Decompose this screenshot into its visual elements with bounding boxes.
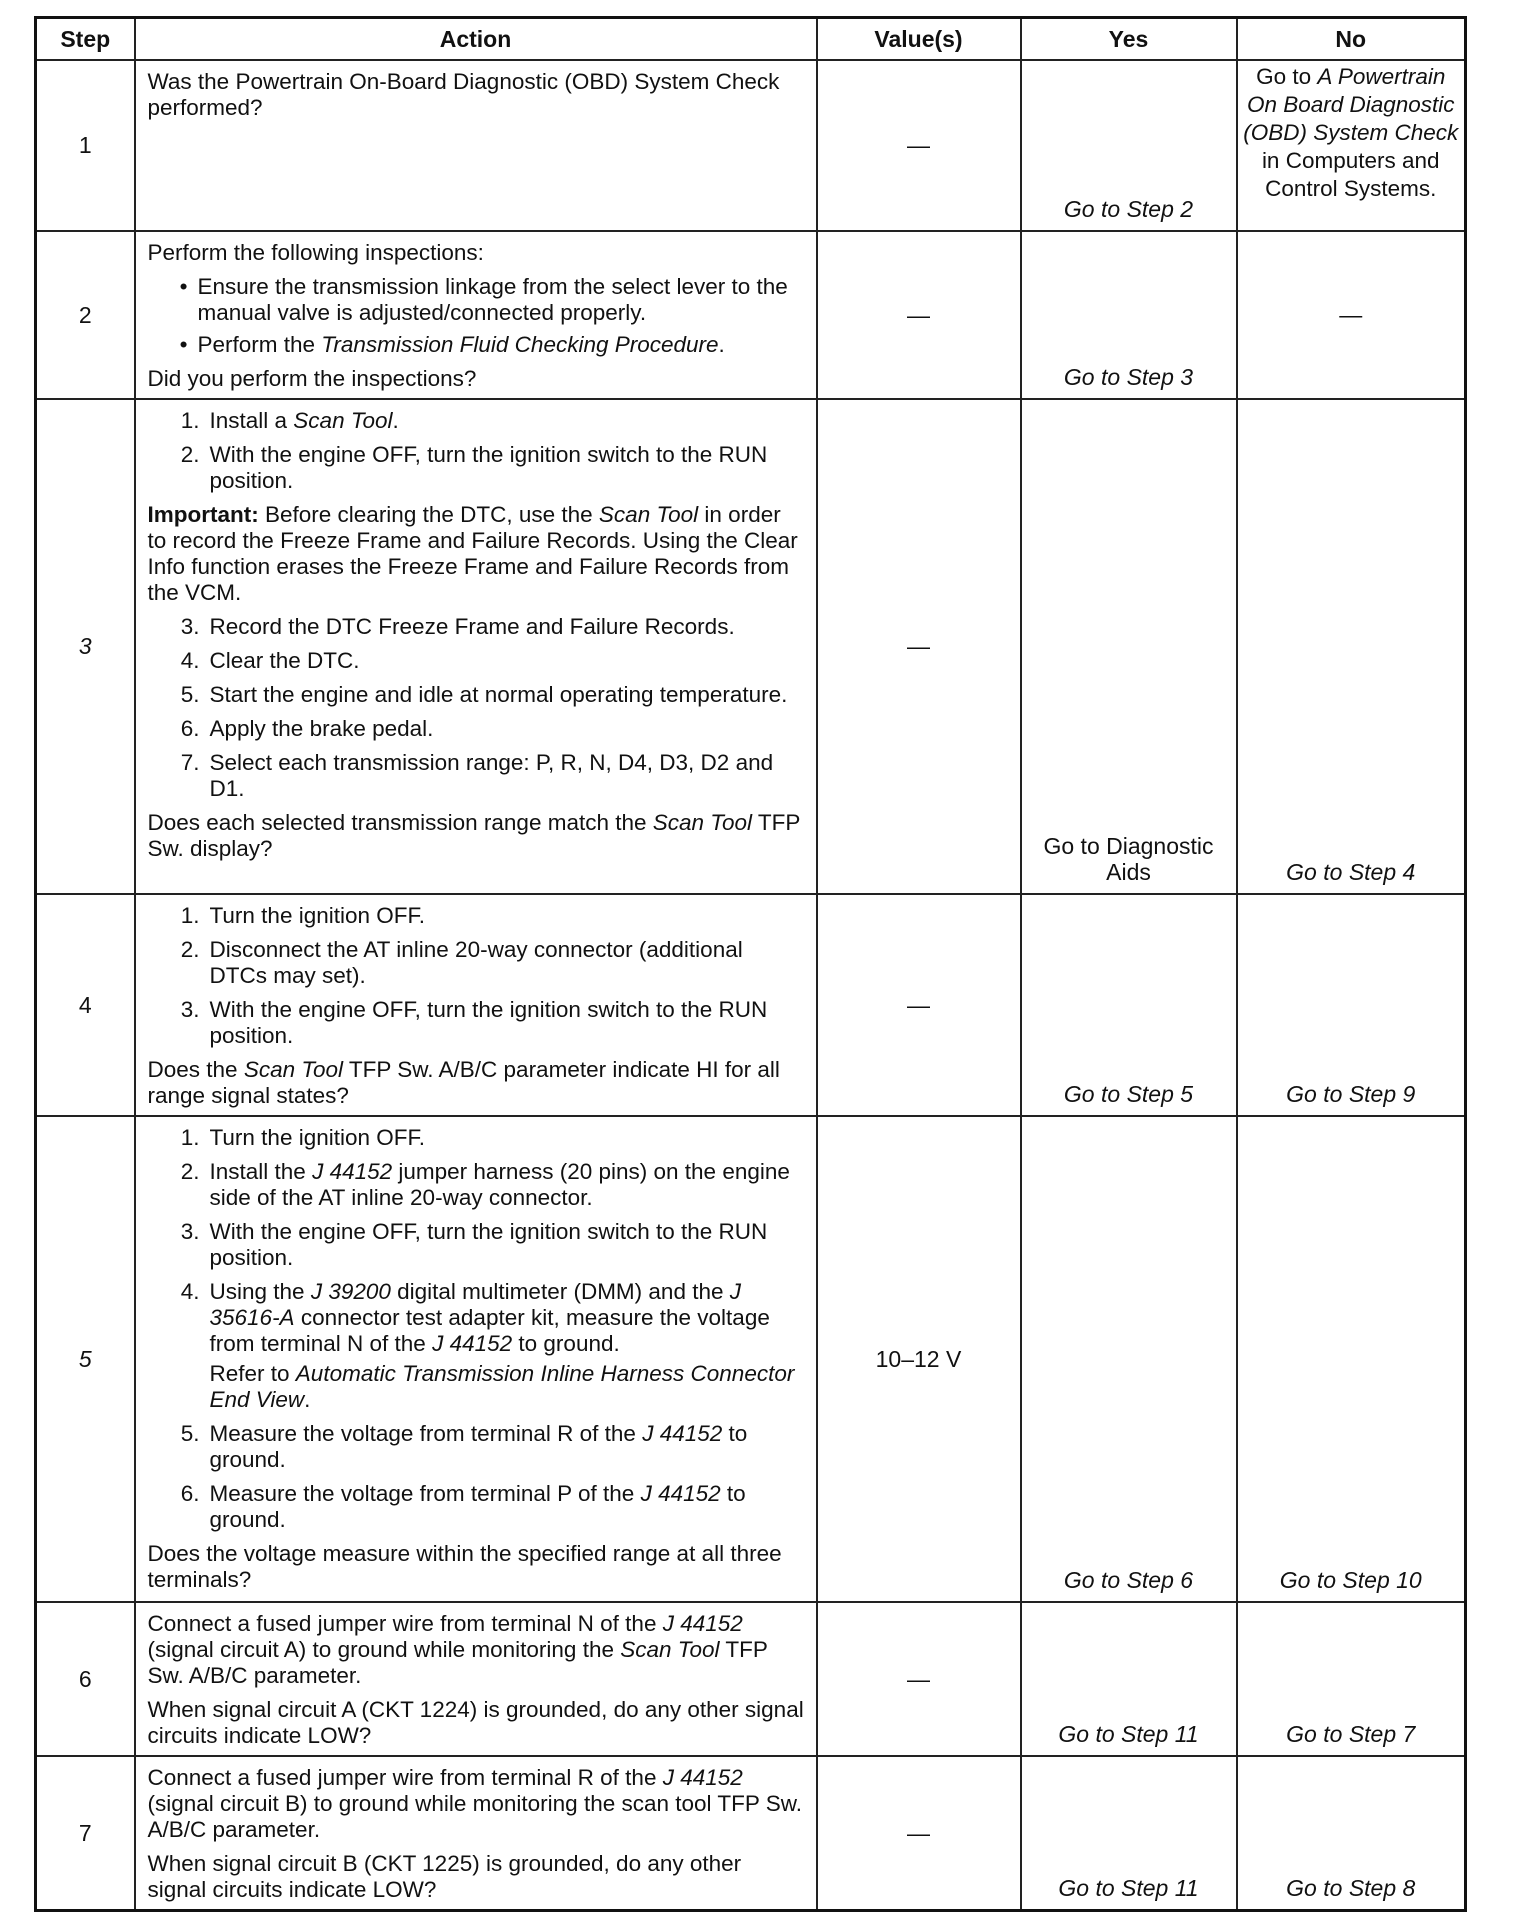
list-item-text: Clear the DTC. <box>209 648 360 673</box>
tool-link[interactable]: J 44152 <box>662 1765 743 1790</box>
no-link[interactable]: Go to Step 7 <box>1286 1721 1416 1747</box>
text-span: Install a <box>209 408 294 433</box>
step-index: 2. <box>180 937 200 962</box>
step-index: 2. <box>180 442 200 467</box>
header-row <box>36 18 1466 61</box>
text-span: Connect a fused jumper wire from terminal R of the <box>147 1765 663 1790</box>
text-span: Does the <box>147 1057 244 1082</box>
no-text: in <box>1261 148 1286 173</box>
procedure-steps <box>148 614 806 802</box>
list-item-text <box>198 332 806 358</box>
list-item-text <box>210 408 806 434</box>
tool-link[interactable]: Scan Tool <box>620 1637 720 1662</box>
value-cell: — <box>817 231 1021 399</box>
step-index: 5. <box>180 682 200 707</box>
value-cell: — <box>817 1602 1021 1756</box>
text-span: Measure the voltage from terminal P of the <box>209 1481 641 1506</box>
action-instruction <box>148 1765 806 1843</box>
table-row <box>36 1602 1466 1756</box>
list-item-text <box>210 1421 806 1473</box>
tool-link[interactable]: J 35616-A <box>209 1279 741 1330</box>
step-number: 4 <box>36 894 135 1116</box>
list-item <box>148 1481 806 1533</box>
list-item-text: Select each transmission range: P, R, N, D4, D3, D2 and D1. <box>209 750 774 801</box>
tool-link[interactable]: J 44152 <box>312 1159 393 1184</box>
action-cell <box>135 399 817 894</box>
table-row <box>36 1756 1466 1911</box>
text-span: Install the <box>209 1159 313 1184</box>
no-cell <box>1237 1756 1466 1911</box>
no-text: Computers and Control Systems. <box>1265 148 1440 201</box>
yes-link[interactable]: Go to Step 5 <box>1063 1081 1194 1107</box>
action-cell <box>135 1756 817 1911</box>
action-intro: Perform the following inspections: <box>147 240 484 265</box>
list-item <box>148 1421 806 1473</box>
list-item <box>148 1125 806 1151</box>
text-span: Measure the voltage from terminal R of the <box>209 1421 643 1446</box>
tool-link[interactable]: J 39200 <box>310 1279 391 1304</box>
action-cell <box>135 60 817 231</box>
text-span: (signal circuit A) to ground while monitoring the <box>147 1637 621 1662</box>
yes-cell <box>1021 1602 1237 1756</box>
value-cell: — <box>817 60 1021 231</box>
text-span: . <box>718 332 725 357</box>
action-question <box>148 810 806 862</box>
procedure-steps <box>148 408 806 494</box>
text-span: digital multimeter (DMM) and the <box>390 1279 730 1304</box>
header-action: Action <box>135 18 817 61</box>
yes-cell <box>1021 1116 1237 1602</box>
list-item-text <box>210 1279 806 1413</box>
tool-link[interactable]: Scan Tool <box>652 810 753 835</box>
no-link-title[interactable]: A Powertrain On Board Diagnostic (OBD) System Check <box>1243 64 1459 145</box>
diagnostic-table-page <box>34 16 1467 1912</box>
no-link[interactable]: Go to Step 10 <box>1279 1567 1422 1593</box>
list-item-text <box>210 1481 806 1533</box>
table-row <box>36 399 1466 894</box>
procedure-link[interactable]: Transmission Fluid Checking Procedure <box>321 332 719 357</box>
action-question: Was the Powertrain On-Board Diagnostic (OBD) System Check performed? <box>147 69 780 120</box>
action-cell <box>135 231 817 399</box>
text-span: . <box>304 1387 311 1412</box>
list-item-text: With the engine OFF, turn the ignition switch to the RUN position. <box>209 442 768 493</box>
step-number: 1 <box>36 60 135 231</box>
header-no: No <box>1237 18 1466 61</box>
list-item <box>148 1219 806 1271</box>
list-item <box>148 997 806 1049</box>
table-row <box>36 1116 1466 1602</box>
step-index: 1. <box>180 408 200 433</box>
list-item-text: With the engine OFF, turn the ignition switch to the RUN position. <box>209 1219 768 1270</box>
text-span: Perform the <box>197 332 322 357</box>
tool-link[interactable]: Scan Tool <box>598 502 699 527</box>
text-span: Connect a fused jumper wire from terminal N of the <box>147 1611 663 1636</box>
table-row <box>36 231 1466 399</box>
text-span: Does each selected transmission range match the <box>147 810 653 835</box>
list-item <box>148 614 806 640</box>
text-span: . <box>392 408 399 433</box>
step-number: 7 <box>36 1756 135 1911</box>
important-label: Important: <box>147 502 259 527</box>
step-index: 3. <box>180 614 200 639</box>
list-item <box>148 442 806 494</box>
text-span: (signal circuit B) to ground while monitoring the scan tool TFP Sw. A/B/C parameter. <box>147 1791 802 1842</box>
yes-cell <box>1021 399 1237 894</box>
action-cell <box>135 1116 817 1602</box>
yes-link[interactable]: Go to Diagnostic Aids <box>1043 833 1214 885</box>
list-item <box>148 648 806 674</box>
list-item-text <box>210 1159 806 1211</box>
header-step: Step <box>36 18 135 61</box>
step-index: 6. <box>180 716 200 741</box>
tool-link[interactable]: Scan Tool <box>243 1057 344 1082</box>
text-span: Refer to <box>209 1361 296 1386</box>
procedure-steps <box>148 903 806 1049</box>
no-text: Go to <box>1256 64 1318 89</box>
value-cell: 10–12 V <box>817 1116 1021 1602</box>
value-cell: — <box>817 399 1021 894</box>
tool-link[interactable]: J 44152 <box>432 1331 513 1356</box>
list-item <box>148 1159 806 1211</box>
reference-note <box>210 1361 806 1413</box>
text-span: TFP Sw. A/B/C parameter. <box>147 1637 768 1688</box>
text-span: jumper harness (20 pins) on the engine side of the AT inline 20-way connector. <box>209 1159 790 1210</box>
no-link[interactable]: Go to Step 9 <box>1286 1081 1416 1107</box>
yes-cell <box>1021 60 1237 231</box>
list-item <box>148 750 806 802</box>
yes-link[interactable]: Go to Step 11 <box>1058 1875 1199 1901</box>
list-item <box>148 1279 806 1413</box>
list-item-text: With the engine OFF, turn the ignition switch to the RUN position. <box>209 997 768 1048</box>
step-index: 3. <box>180 997 200 1022</box>
step-number: 6 <box>36 1602 135 1756</box>
table-row <box>36 894 1466 1116</box>
yes-cell <box>1021 894 1237 1116</box>
table-row <box>36 60 1466 231</box>
list-item-text: Turn the ignition OFF. <box>209 903 426 928</box>
step-index: 5. <box>180 1421 200 1446</box>
value-cell: — <box>817 894 1021 1116</box>
tool-link[interactable]: Scan Tool <box>293 408 393 433</box>
no-cell <box>1237 894 1466 1116</box>
step-index: 2. <box>180 1159 200 1184</box>
list-item <box>148 716 806 742</box>
no-cell <box>1237 1602 1466 1756</box>
text-span: to ground. <box>512 1331 620 1356</box>
action-cell <box>135 894 817 1116</box>
step-index: 4. <box>180 1279 200 1304</box>
no-cell <box>1237 231 1466 399</box>
text-span: Before clearing the DTC, use the <box>258 502 599 527</box>
action-question: Does the voltage measure within the specified range at all three terminals? <box>147 1541 782 1592</box>
bullet-icon: • <box>179 332 188 357</box>
text-span: in order to record the Freeze Frame and Failure Records. Using the Clear Info function erases the Freeze Frame and Failure Records from the VCM. <box>147 502 798 605</box>
value-cell: — <box>817 1756 1021 1911</box>
text-span: Using the <box>209 1279 311 1304</box>
list-item <box>148 903 806 929</box>
tool-link[interactable]: J 44152 <box>642 1421 723 1446</box>
list-item <box>148 937 806 989</box>
list-item-text: Start the engine and idle at normal operating temperature. <box>209 682 788 707</box>
text-span: TFP Sw. A/B/C parameter indicate HI for all range signal states? <box>147 1057 780 1108</box>
reference-link[interactable]: Automatic Transmission Inline Harness Connector End View <box>209 1361 795 1412</box>
step-number: 2 <box>36 231 135 399</box>
no-link[interactable]: Go to Step 4 <box>1286 859 1416 885</box>
action-question: When signal circuit B (CKT 1225) is grounded, do any other signal circuits indicate LOW? <box>147 1851 742 1902</box>
yes-link[interactable]: Go to Step 11 <box>1058 1721 1199 1747</box>
diagnostic-table <box>34 16 1467 1912</box>
step-index: 1. <box>180 1125 200 1150</box>
action-question: Did you perform the inspections? <box>147 366 477 391</box>
list-item <box>148 682 806 708</box>
no-cell <box>1237 1116 1466 1602</box>
step-index: 6. <box>180 1481 200 1506</box>
header-values: Value(s) <box>817 18 1021 61</box>
step-index: 4. <box>180 648 200 673</box>
yes-link[interactable]: Go to Step 6 <box>1063 1567 1194 1593</box>
yes-cell <box>1021 231 1237 399</box>
list-item <box>148 408 806 434</box>
step-number: 3 <box>36 399 135 894</box>
text-span: connector test adapter kit, measure the voltage from terminal N of the <box>209 1305 770 1356</box>
action-cell <box>135 1602 817 1756</box>
step-index: 1. <box>180 903 200 928</box>
list-item <box>148 332 806 358</box>
yes-cell <box>1021 1756 1237 1911</box>
text-span: to ground. <box>209 1421 748 1472</box>
text-span: to ground. <box>209 1481 746 1532</box>
tool-link[interactable]: J 44152 <box>640 1481 721 1506</box>
action-question <box>148 1057 806 1109</box>
action-question: When signal circuit A (CKT 1224) is grounded, do any other signal circuits indicate LOW? <box>147 1697 804 1748</box>
list-item-text: Apply the brake pedal. <box>209 716 434 741</box>
no-reference[interactable] <box>1240 63 1463 203</box>
text-span: TFP Sw. display? <box>147 810 800 861</box>
list-item-text: Record the DTC Freeze Frame and Failure Records. <box>209 614 735 639</box>
list-item-text: Ensure the transmission linkage from the select lever to the manual valve is adjusted/connected properly. <box>197 274 788 325</box>
procedure-steps <box>148 1125 806 1533</box>
list-item-text: Turn the ignition OFF. <box>209 1125 426 1150</box>
yes-link[interactable]: Go to Step 2 <box>1063 196 1194 222</box>
bullet-icon: • <box>179 274 188 299</box>
header-yes: Yes <box>1021 18 1237 61</box>
inspection-list <box>148 274 806 358</box>
step-number: 5 <box>36 1116 135 1602</box>
step-index: 3. <box>180 1219 200 1244</box>
step-index: 7. <box>180 750 200 775</box>
no-cell <box>1237 60 1466 231</box>
important-note <box>148 502 806 606</box>
no-cell <box>1237 399 1466 894</box>
list-item-text: Disconnect the AT inline 20-way connector (additional DTCs may set). <box>209 937 743 988</box>
no-link[interactable]: Go to Step 8 <box>1286 1875 1416 1901</box>
tool-link[interactable]: J 44152 <box>662 1611 743 1636</box>
yes-link[interactable]: Go to Step 3 <box>1063 364 1194 390</box>
no-value: — <box>1339 301 1363 328</box>
list-item <box>148 274 806 326</box>
action-instruction <box>148 1611 806 1689</box>
